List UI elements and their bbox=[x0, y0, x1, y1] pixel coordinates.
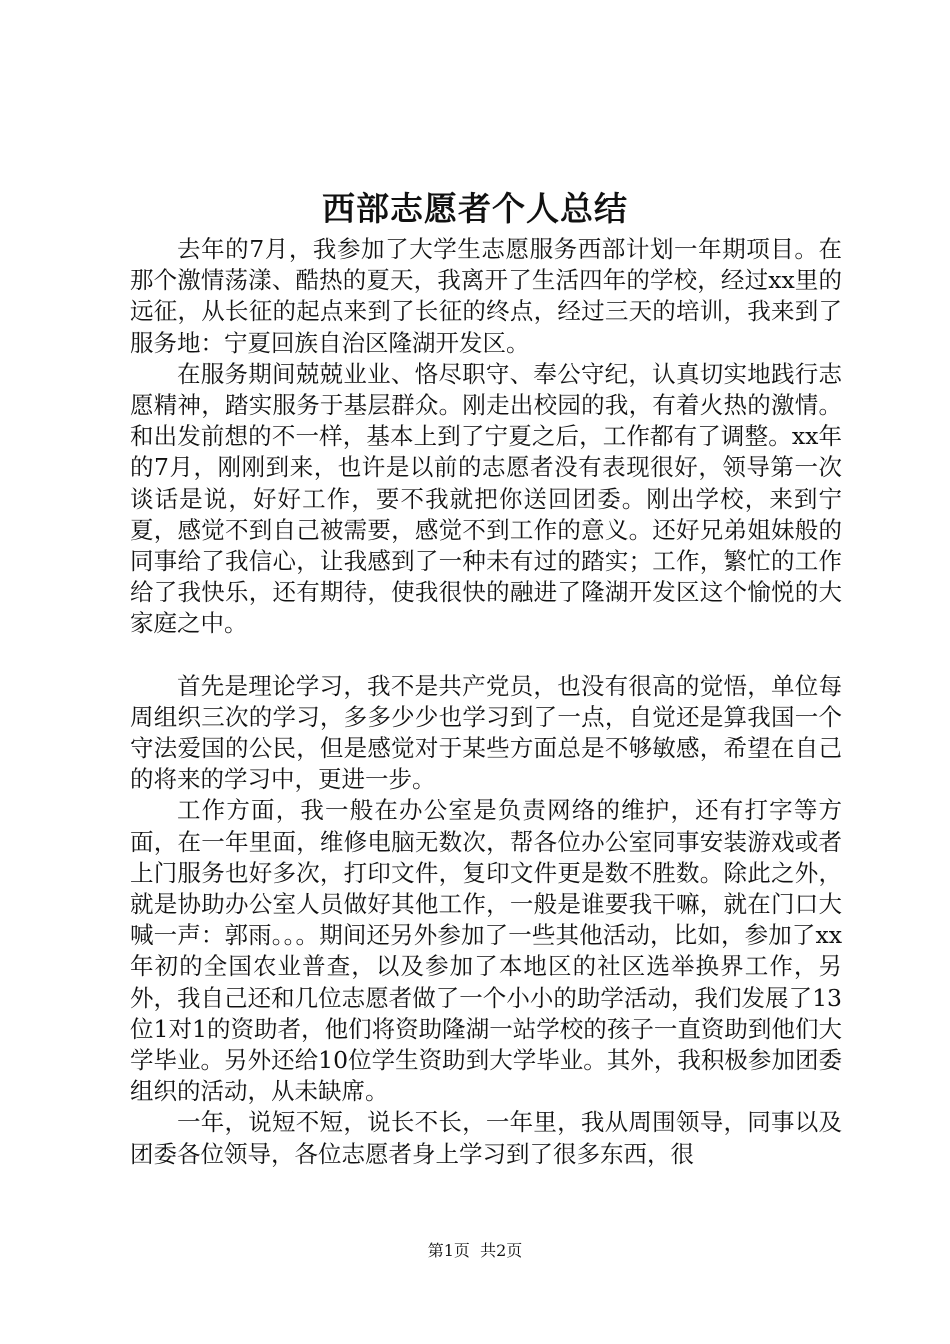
paragraph-4: 工作方面，我一般在办公室是负责网络的维护，还有打字等方面，在一年里面，维修电脑无数次，帮各位办公室同事安装游戏或者上门服务也好多次，打印文件，复印文件更是数不胜数。除此之外，就是协助办公室人员做好其他工作，一般是谁要我干嘛，就在门口大喊一声：郭雨。。。期间还另外参加了一些其他活动，比如，参加了xx年初的全国农业普查，以及参加了本地区的社区选举换界工作，另外，我自己还和几位志愿者做了一个小小的助学活动，我们发展了13位1对1的资助者，他们将资助隆湖一站学校的孩子一直资助到他们大学毕业。另外还给10位学生资助到大学毕业。其外，我积极参加团委组织的活动，从未缺席。 bbox=[130, 796, 842, 1106]
paragraph-1: 去年的7月，我参加了大学生志愿服务西部计划一年期项目。在那个激情荡漾、酷热的夏天，我离开了生活四年的学校，经过xx里的远征，从长征的起点来到了长征的终点，经过三天的培训，我来到了服务地：宁夏回族自治区隆湖开发区。 bbox=[130, 235, 842, 357]
page-number: 第1页 bbox=[427, 1241, 470, 1260]
document-title: 西部志愿者个人总结 bbox=[322, 189, 628, 228]
document-body bbox=[130, 234, 842, 1170]
paragraph-2: 在服务期间兢兢业业、恪尽职守、奉公守纪，认真切实地践行志愿精神，踏实服务于基层群众。刚走出校园的我，有着火热的激情。和出发前想的不一样，基本上到了宁夏之后，工作都有了调整。xx年的7月，刚刚到来，也许是以前的志愿者没有表现很好，领导第一次谈话是说，好好工作，要不我就把你送回团委。刚出学校，来到宁夏，感觉不到自己被需要，感觉不到工作的意义。还好兄弟姐妹般的同事给了我信心，让我感到了一种未有过的踏实；工作，繁忙的工作给了我快乐，还有期待，使我很快的融进了隆湖开发区这个愉悦的大家庭之中。 bbox=[130, 359, 842, 638]
page-footer bbox=[0, 1240, 950, 1262]
paragraph-5: 一年，说短不短，说长不长，一年里，我从周围领导，同事以及团委各位领导，各位志愿者身上学习到了很多东西，很 bbox=[130, 1108, 842, 1168]
paragraph-3: 首先是理论学习，我不是共产党员，也没有很高的觉悟，单位每周组织三次的学习，多多少少也学习到了一点，自觉还是算我国一个守法爱国的公民，但是感觉对于某些方面总是不够敏感，希望在自己的将来的学习中，更进一步。 bbox=[130, 671, 842, 794]
page-total: 共2页 bbox=[480, 1241, 523, 1260]
